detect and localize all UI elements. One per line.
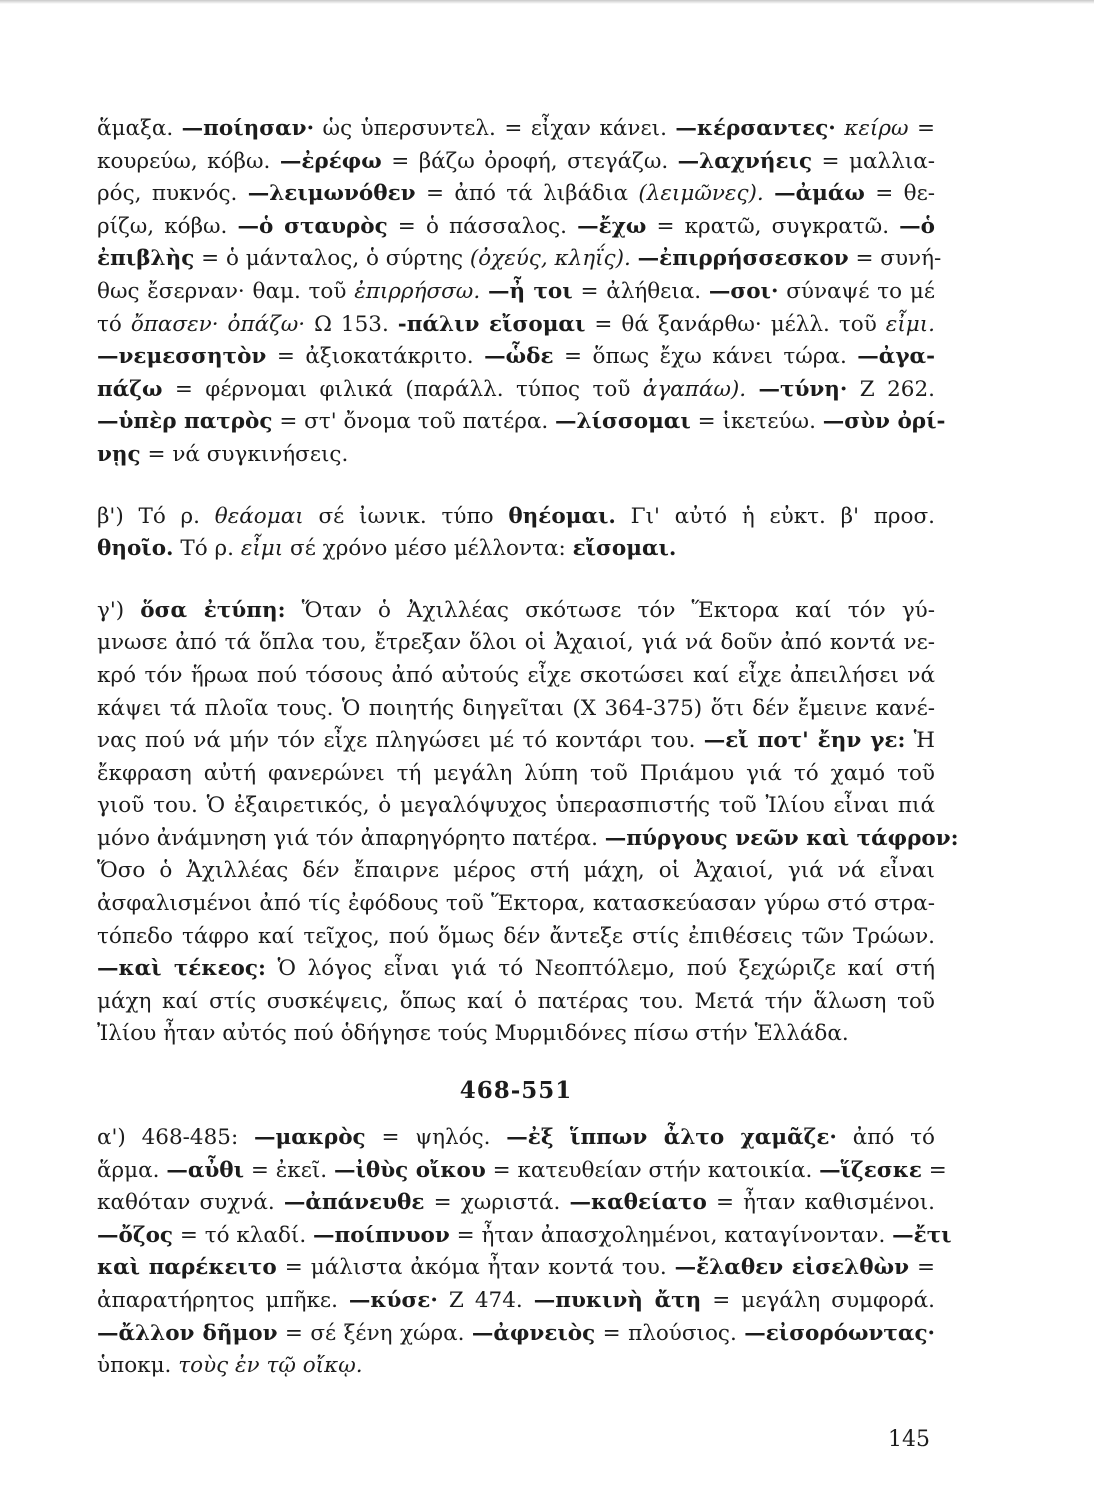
gloss-text: Ἰλίου ἦταν αὐτός πού ὁδήγησε τούς Μυρμιδόνες πίσω στήν Ἑλλάδα. bbox=[97, 1021, 849, 1047]
gloss-text: = κρατῶ, συγκρατῶ. bbox=[646, 213, 900, 239]
gloss-text: = ψηλός. bbox=[365, 1125, 507, 1151]
text-line bbox=[97, 501, 935, 534]
gloss-text: Ὁ λόγος εἶναι γιά τό Νεοπτόλεμο, πού ξεχώριζε καί στή bbox=[265, 956, 936, 982]
text-line bbox=[97, 439, 935, 472]
text-line bbox=[97, 374, 935, 407]
gloss-text: μνωσε ἀπό τά ὅπλα του, ἔτρεξαν ὅλοι οἱ Ἀχαιοί, γιά νά δοῦν ἀπό κοντά νε- bbox=[97, 630, 935, 656]
text-line bbox=[97, 309, 935, 342]
gloss-text: τό bbox=[97, 311, 131, 337]
lemma-term: —ἀμάω bbox=[774, 181, 865, 207]
text-line bbox=[97, 627, 935, 660]
text-line bbox=[97, 1252, 935, 1285]
gloss-text: κάψει τά πλοῖα τους. Ὁ ποιητής διηγεῖται (Χ 364-375) ὅτι δέν ἔμεινε κανέ- bbox=[97, 695, 935, 721]
gloss-text: κουρεύω, κόβω. bbox=[97, 148, 280, 174]
italic-form: κείρω bbox=[844, 116, 909, 141]
lemma-term: νῃς bbox=[97, 441, 141, 467]
gloss-text bbox=[764, 181, 774, 206]
gloss-text: Ω 153. bbox=[305, 311, 398, 337]
lemma-term: —μακρὸς bbox=[254, 1125, 366, 1151]
lemma-term: —ἰθὺς οἴκου bbox=[333, 1157, 486, 1183]
text-line bbox=[97, 595, 935, 628]
lemma-term: —ὧδε bbox=[484, 344, 554, 370]
text-line bbox=[97, 855, 935, 888]
text-line bbox=[97, 660, 935, 693]
text-line bbox=[97, 533, 935, 566]
text-line bbox=[97, 1285, 935, 1318]
gloss-text: = νά συγκινήσεις. bbox=[140, 441, 349, 467]
gloss-text: καθόταν συχνά. bbox=[97, 1190, 284, 1216]
italic-form: θεάομαι bbox=[214, 503, 304, 529]
lemma-term: —ἔλαθεν εἰσελθὼν bbox=[674, 1255, 909, 1281]
gloss-text: = ἐκεῖ. bbox=[244, 1157, 334, 1183]
lemma-term: —πύργους νεῶν καὶ τάφρον: bbox=[604, 825, 959, 851]
lemma-term: πάζω bbox=[97, 376, 163, 402]
italic-form: ἀγαπάω). bbox=[642, 376, 747, 402]
text-line bbox=[97, 953, 935, 986]
text-line bbox=[97, 888, 935, 921]
lemma-term: —πυκινὴ ἄτη bbox=[533, 1288, 702, 1313]
text-line bbox=[97, 1122, 935, 1155]
gloss-text: τόπεδο τάφρο καί τεῖχος, πού ὅμως δέν ἄντεξε στίς ἐπιθέσεις τῶν Τρώων. bbox=[97, 923, 935, 949]
gloss-text: β') Τό ρ. bbox=[97, 503, 215, 529]
lemma-term: —ἦ τοι bbox=[487, 278, 573, 304]
italic-form: εἶμι bbox=[240, 536, 284, 562]
lemma-term: —ποίπνυον bbox=[313, 1222, 450, 1248]
italic-form: (ὀχεύς, κληΐς). bbox=[469, 246, 631, 272]
text-line bbox=[97, 146, 935, 179]
italic-form: εἶμι. bbox=[885, 311, 935, 337]
lemma-term: —ἐξ ἵππων ἆλτο χαμᾶζε· bbox=[506, 1125, 837, 1151]
text-line bbox=[97, 178, 935, 211]
gloss-text: Ὅσο ὁ Ἀχιλλέας δέν ἔπαιρνε μέρος στή μάχη, οἱ Ἀχαιοί, γιά νά εἶναι bbox=[97, 858, 935, 884]
gloss-text: = φέρνομαι φιλικά (παράλλ. τύπος τοῦ bbox=[162, 376, 643, 402]
gloss-text: = ἀπό τά λιβάδια bbox=[415, 181, 639, 207]
text-line bbox=[97, 693, 935, 726]
gloss-text: = βάζω ὀροφή, στεγάζω. bbox=[381, 148, 678, 174]
lemma-term: —ἐπιρρήσσεσκον bbox=[637, 246, 849, 272]
gloss-text: ἀσφαλισμένοι ἀπό τίς ἐφόδους τοῦ Ἕκτορα, κατασκεύασαν γύρω στό στρα- bbox=[97, 891, 935, 917]
text-line bbox=[97, 758, 935, 791]
lemma-term: εἴσομαι. bbox=[572, 536, 677, 562]
glossary-paragraph-alpha bbox=[97, 1122, 952, 1383]
lemma-term: —λαχνήεις bbox=[677, 148, 813, 174]
gloss-text: κρό τόν ἥρωα πού τόσους ἀπό αὐτούς εἶχε σκοτώσει καί εἶχε ἀπειλήσει νά bbox=[97, 662, 935, 688]
gloss-text: = ἀλήθεια. bbox=[572, 278, 709, 304]
lemma-term: —ἀφνειὸς bbox=[471, 1320, 596, 1346]
gloss-text: μόνο ἀνάμνηση γιά τόν ἀπαρηγόρητο πατέρα. bbox=[97, 825, 605, 851]
gloss-text: ἅρμα. bbox=[97, 1157, 167, 1183]
lemma-term: ὅσα ἐτύπη: bbox=[140, 597, 286, 623]
lemma-term: —εἴ ποτ' ἔην γε: bbox=[703, 728, 906, 754]
lemma-term: θηοῖο. bbox=[97, 536, 174, 562]
gloss-text: = μαλλια- bbox=[812, 148, 935, 174]
gloss-text: σύναψέ το μέ bbox=[778, 278, 935, 304]
gloss-text: = ἱκετεύω. bbox=[690, 409, 823, 435]
lemma-term: —ἄλλον δῆμον bbox=[97, 1320, 278, 1346]
glossary-paragraph-1 bbox=[97, 113, 946, 472]
lemma-term: —αὖθι bbox=[166, 1157, 245, 1183]
gloss-text: σέ ἰωνικ. τύπο bbox=[303, 503, 509, 529]
gloss-text: = κατευθείαν στήν κατοικία. bbox=[485, 1157, 820, 1183]
lemma-term: —κέρσαντες· bbox=[675, 116, 836, 141]
gloss-text: Ζ 474. bbox=[437, 1288, 534, 1313]
gloss-text bbox=[480, 279, 488, 304]
gloss-text: = bbox=[909, 1255, 935, 1281]
lemma-term: —λίσσομαι bbox=[555, 409, 691, 435]
lemma-term: —τύνη· bbox=[758, 376, 848, 402]
gloss-text: γιοῦ του. Ὁ ἐξαιρετικός, ὁ μεγαλόψυχος ὑπερασπιστής τοῦ Ἰλίου εἶναι πιά bbox=[97, 793, 935, 819]
lemma-term: —λειμωνόθεν bbox=[247, 181, 416, 207]
lemma-term: —ποίησαν· bbox=[181, 116, 315, 141]
note-paragraph-gamma bbox=[97, 595, 959, 1051]
text-line bbox=[97, 243, 942, 276]
gloss-text: ἅμαξα. bbox=[97, 116, 182, 141]
section-heading: 468-551 bbox=[459, 1077, 573, 1105]
text-line bbox=[97, 341, 935, 374]
italic-form: τοὺς ἐν τῷ οἴκῳ. bbox=[178, 1353, 363, 1379]
italic-form: ἐπιρρήσσω. bbox=[354, 278, 481, 304]
gloss-text: = θά ξανάρθω· μέλλ. τοῦ bbox=[585, 311, 886, 337]
gloss-text: = bbox=[921, 1157, 947, 1183]
text-line bbox=[97, 406, 946, 439]
lemma-term: —ἔτι bbox=[892, 1222, 952, 1248]
text-line bbox=[97, 211, 935, 244]
gloss-text: θως ἔσερναν· θαμ. τοῦ bbox=[97, 278, 355, 304]
gloss-text: = bbox=[908, 116, 935, 141]
lemma-term: —εἰσορόωντας· bbox=[744, 1320, 936, 1346]
gloss-text: = μάλιστα ἀκόμα ἦταν κοντά του. bbox=[276, 1255, 675, 1281]
gloss-text: ἔκφραση αὐτή φανερώνει τή μεγάλη λύπη τοῦ Πριάμου γιά τό χαμό τοῦ bbox=[97, 760, 935, 786]
gloss-text: = πλούσιος. bbox=[595, 1320, 745, 1346]
gloss-text: νας πού νά μήν τόν εἶχε πληγώσει μέ τό κοντάρι του. bbox=[97, 728, 704, 754]
text-line bbox=[97, 1318, 935, 1351]
gloss-text: σέ χρόνο μέσο μέλλοντα: bbox=[283, 536, 573, 562]
gloss-text: ρός, πυκνός. bbox=[97, 181, 248, 207]
gloss-text: = χωριστά. bbox=[424, 1190, 570, 1216]
text-line bbox=[97, 823, 959, 856]
gloss-text: = ἦταν καθισμένοι. bbox=[706, 1190, 935, 1216]
gloss-text bbox=[746, 377, 758, 402]
lemma-term: -πάλιν εἴσομαι bbox=[397, 311, 586, 337]
gloss-text: ρίζω, κόβω. bbox=[97, 213, 238, 239]
note-paragraph-beta bbox=[97, 501, 935, 566]
lemma-term: —νεμεσσητὸν bbox=[97, 344, 267, 370]
lemma-term: —ὑπὲρ πατρὸς bbox=[97, 409, 273, 435]
page-number: 145 bbox=[888, 1427, 930, 1452]
gloss-text: = ἀξιοκατάκριτο. bbox=[266, 344, 485, 370]
gloss-text: Ἡ bbox=[905, 728, 936, 754]
gloss-text: Τό ρ. bbox=[173, 536, 241, 562]
lemma-term: ἐπιβλὴς bbox=[97, 246, 195, 272]
lemma-term: —ἀπάνευθε bbox=[283, 1190, 425, 1216]
lemma-term: —ἔχω bbox=[577, 213, 647, 239]
gloss-text: = ὁ μάνταλος, ὁ σύρτης bbox=[194, 246, 470, 272]
lemma-term: —ἵζεσκε bbox=[819, 1157, 922, 1183]
lemma-term: —καὶ τέκεος: bbox=[97, 956, 266, 982]
gloss-text: = ὁ πάσσαλος. bbox=[387, 213, 578, 239]
lemma-term: θηέομαι. bbox=[508, 503, 616, 529]
gloss-text: Ὅταν ὁ Ἀχιλλέας σκότωσε τόν Ἕκτορα καί τόν γύ- bbox=[285, 597, 935, 623]
gloss-text: ὑποκμ. bbox=[97, 1353, 179, 1379]
gloss-text: μάχη καί στίς συσκέψεις, ὅπως καί ὁ πατέρας του. Μετά τήν ἅλωση τοῦ bbox=[97, 988, 935, 1014]
lemma-term: —καθείατο bbox=[569, 1190, 707, 1216]
text-line bbox=[97, 1220, 952, 1253]
gloss-text: ἀπαρατήρητος μπῆκε. bbox=[97, 1288, 349, 1313]
text-line bbox=[97, 725, 935, 758]
lemma-term: καὶ παρέκειτο bbox=[97, 1255, 277, 1281]
text-line bbox=[97, 276, 935, 309]
gloss-text bbox=[836, 116, 844, 141]
gloss-text: = μεγάλη συμφορά. bbox=[701, 1288, 935, 1313]
gloss-text: Γι' αὐτό ἡ εὐκτ. β' προσ. bbox=[615, 503, 935, 529]
gloss-text: Ζ 262. bbox=[847, 376, 935, 402]
gloss-text: = σέ ξένη χώρα. bbox=[277, 1320, 472, 1346]
italic-form: ὄπασεν· ὀπάζω· bbox=[130, 311, 306, 337]
scan-edge bbox=[0, 0, 1094, 4]
gloss-text: ὡς ὑπερσυντελ. = εἶχαν κάνει. bbox=[314, 116, 676, 141]
text-line bbox=[97, 790, 935, 823]
gloss-text: α') 468-485: bbox=[97, 1125, 255, 1151]
lemma-term: —ὁ bbox=[899, 213, 935, 239]
gloss-text bbox=[631, 246, 638, 271]
gloss-text: = ἦταν ἀπασχολημένοι, καταγίνονταν. bbox=[449, 1222, 893, 1248]
page-body bbox=[97, 113, 959, 1383]
text-line bbox=[97, 986, 935, 1019]
gloss-text: = ὅπως ἔχω κάνει τώρα. bbox=[553, 344, 858, 370]
text-line bbox=[97, 1350, 935, 1383]
text-line bbox=[97, 1187, 935, 1220]
lemma-term: —ὁ σταυρὸς bbox=[237, 213, 388, 239]
lemma-term: —ἐρέφω bbox=[279, 148, 382, 174]
lemma-term: —κύσε· bbox=[348, 1288, 438, 1313]
lemma-term: —ὄζος bbox=[97, 1222, 174, 1248]
text-line bbox=[97, 1018, 935, 1051]
gloss-text: γ') bbox=[97, 597, 141, 623]
gloss-text: = τό κλαδί. bbox=[173, 1222, 313, 1248]
lemma-term: —σὺν ὀρί- bbox=[822, 409, 946, 435]
lemma-term: —ἀγα- bbox=[857, 344, 935, 370]
gloss-text: = συνή- bbox=[848, 246, 942, 272]
text-line bbox=[97, 1155, 947, 1188]
text-line bbox=[97, 113, 935, 146]
gloss-text: ἀπό τό bbox=[836, 1125, 935, 1151]
gloss-text: = θε- bbox=[864, 181, 936, 207]
lemma-term: —σοι· bbox=[708, 278, 779, 304]
gloss-text: = στ' ὄνομα τοῦ πατέρα. bbox=[272, 409, 556, 435]
text-line bbox=[97, 921, 935, 954]
italic-form: (λειμῶνες). bbox=[638, 181, 764, 207]
